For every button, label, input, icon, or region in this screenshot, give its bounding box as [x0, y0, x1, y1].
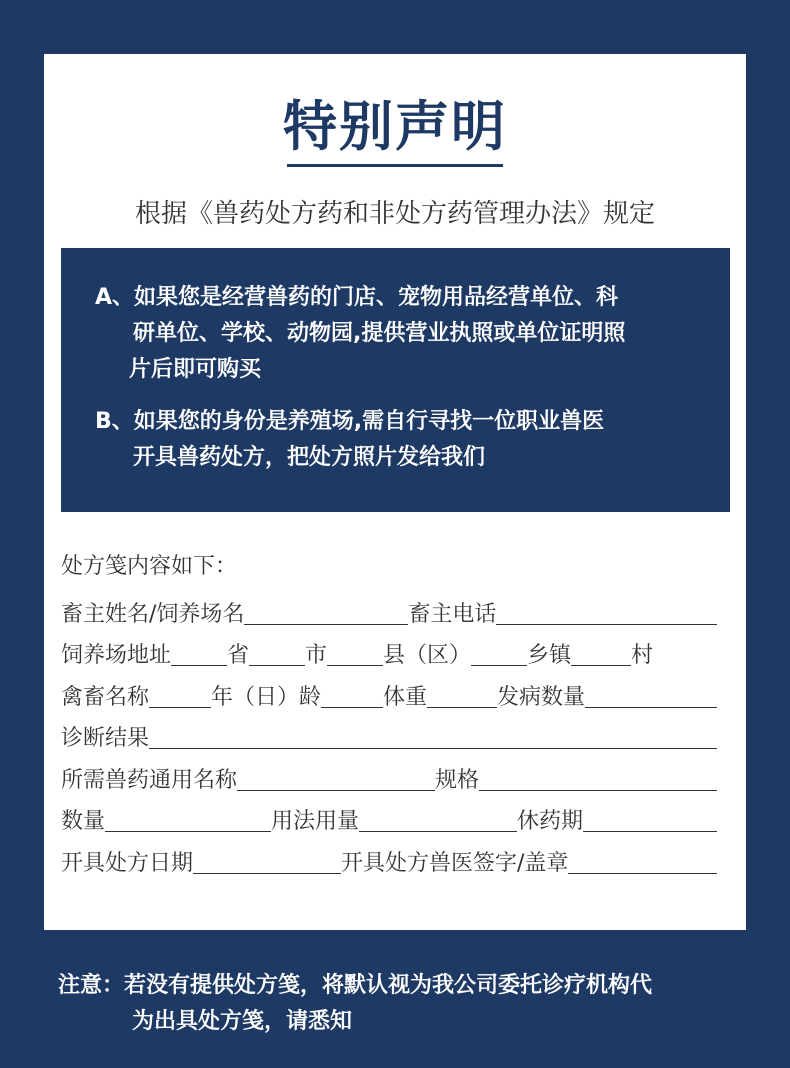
spec-label: 规格: [435, 767, 480, 793]
drug-name-field[interactable]: [237, 768, 435, 791]
withdrawal-label: 休药期: [517, 809, 584, 834]
weight-field[interactable]: [427, 685, 497, 708]
withdrawal-field[interactable]: [583, 809, 717, 832]
town-label: 乡镇: [527, 643, 572, 668]
notice-a-line-1: A、如果您是经营兽药的门店、宠物用品经营单位、科: [95, 285, 619, 310]
diagnosis-field[interactable]: [149, 726, 717, 749]
form-row-owner: [61, 588, 717, 630]
town-field[interactable]: [471, 643, 527, 666]
usage-label: 用法用量: [271, 809, 360, 834]
form-row-animal: [61, 671, 717, 713]
notice-a-line-3: 片后即可购买: [129, 357, 262, 382]
village-label: 村: [631, 643, 654, 668]
form-row-drug: [61, 754, 717, 796]
form-row-signature: [61, 837, 717, 879]
notice-a-line-2: 研单位、学校、动物园,提供营业执照或单位证明照: [133, 321, 626, 346]
form-row-address: [61, 630, 717, 672]
animal-name-field[interactable]: [149, 685, 211, 708]
spec-field[interactable]: [479, 768, 717, 791]
city-label: 市: [305, 643, 328, 668]
form-row-diagnosis: [61, 713, 717, 755]
village-field[interactable]: [571, 643, 631, 666]
sick-count-label: 发病数量: [497, 684, 586, 710]
province-field[interactable]: [171, 643, 227, 666]
form-row-usage: [61, 796, 717, 838]
notice-item-a: [95, 280, 625, 388]
farm-address-label: 饲养场地址: [61, 643, 172, 668]
quantity-label: 数量: [61, 809, 106, 834]
notice-b-line-2: 开具兽药处方，把处方照片发给我们: [133, 445, 486, 470]
weight-label: 体重: [383, 684, 428, 710]
age-label: 年（日）龄: [211, 684, 322, 710]
signature-field[interactable]: [568, 851, 717, 874]
page-title: 特别声明: [283, 95, 507, 158]
owner-name-field[interactable]: [244, 602, 408, 625]
sick-count-field[interactable]: [585, 685, 717, 708]
statement-card: [44, 54, 746, 930]
footer-line-2: 为出具处方笺，请悉知: [132, 1009, 353, 1034]
notice-b-line-1: B、如果您的身份是养殖场,需自行寻找一位职业兽医: [95, 409, 605, 434]
date-label: 开具处方日期: [61, 850, 194, 876]
date-field[interactable]: [193, 851, 341, 874]
city-field[interactable]: [249, 643, 305, 666]
notice-item-b: [95, 404, 604, 476]
signature-label: 开具处方兽医签字/盖章: [341, 850, 569, 876]
quantity-field[interactable]: [105, 809, 271, 832]
owner-name-label: 畜主姓名/饲养场名: [61, 601, 245, 627]
footer-note: [58, 968, 652, 1040]
diagnosis-label: 诊断结果: [61, 726, 150, 751]
form-intro: 处方笺内容如下：: [61, 554, 238, 579]
county-label: 县（区）: [383, 643, 472, 668]
owner-phone-field[interactable]: [496, 602, 717, 625]
title-underline: [287, 164, 503, 167]
usage-field[interactable]: [359, 809, 517, 832]
age-field[interactable]: [321, 685, 383, 708]
footer-line-1: 注意：若没有提供处方笺，将默认视为我公司委托诊疗机构代: [58, 973, 653, 998]
regulation-subtitle: 根据《兽药处方药和非处方药管理办法》规定: [134, 199, 655, 229]
county-field[interactable]: [327, 643, 383, 666]
prescription-form: [61, 546, 717, 879]
notice-box: [61, 248, 730, 512]
owner-phone-label: 畜主电话: [408, 601, 497, 627]
animal-name-label: 禽畜名称: [61, 684, 150, 710]
province-label: 省: [227, 643, 250, 668]
drug-name-label: 所需兽药通用名称: [61, 767, 238, 793]
